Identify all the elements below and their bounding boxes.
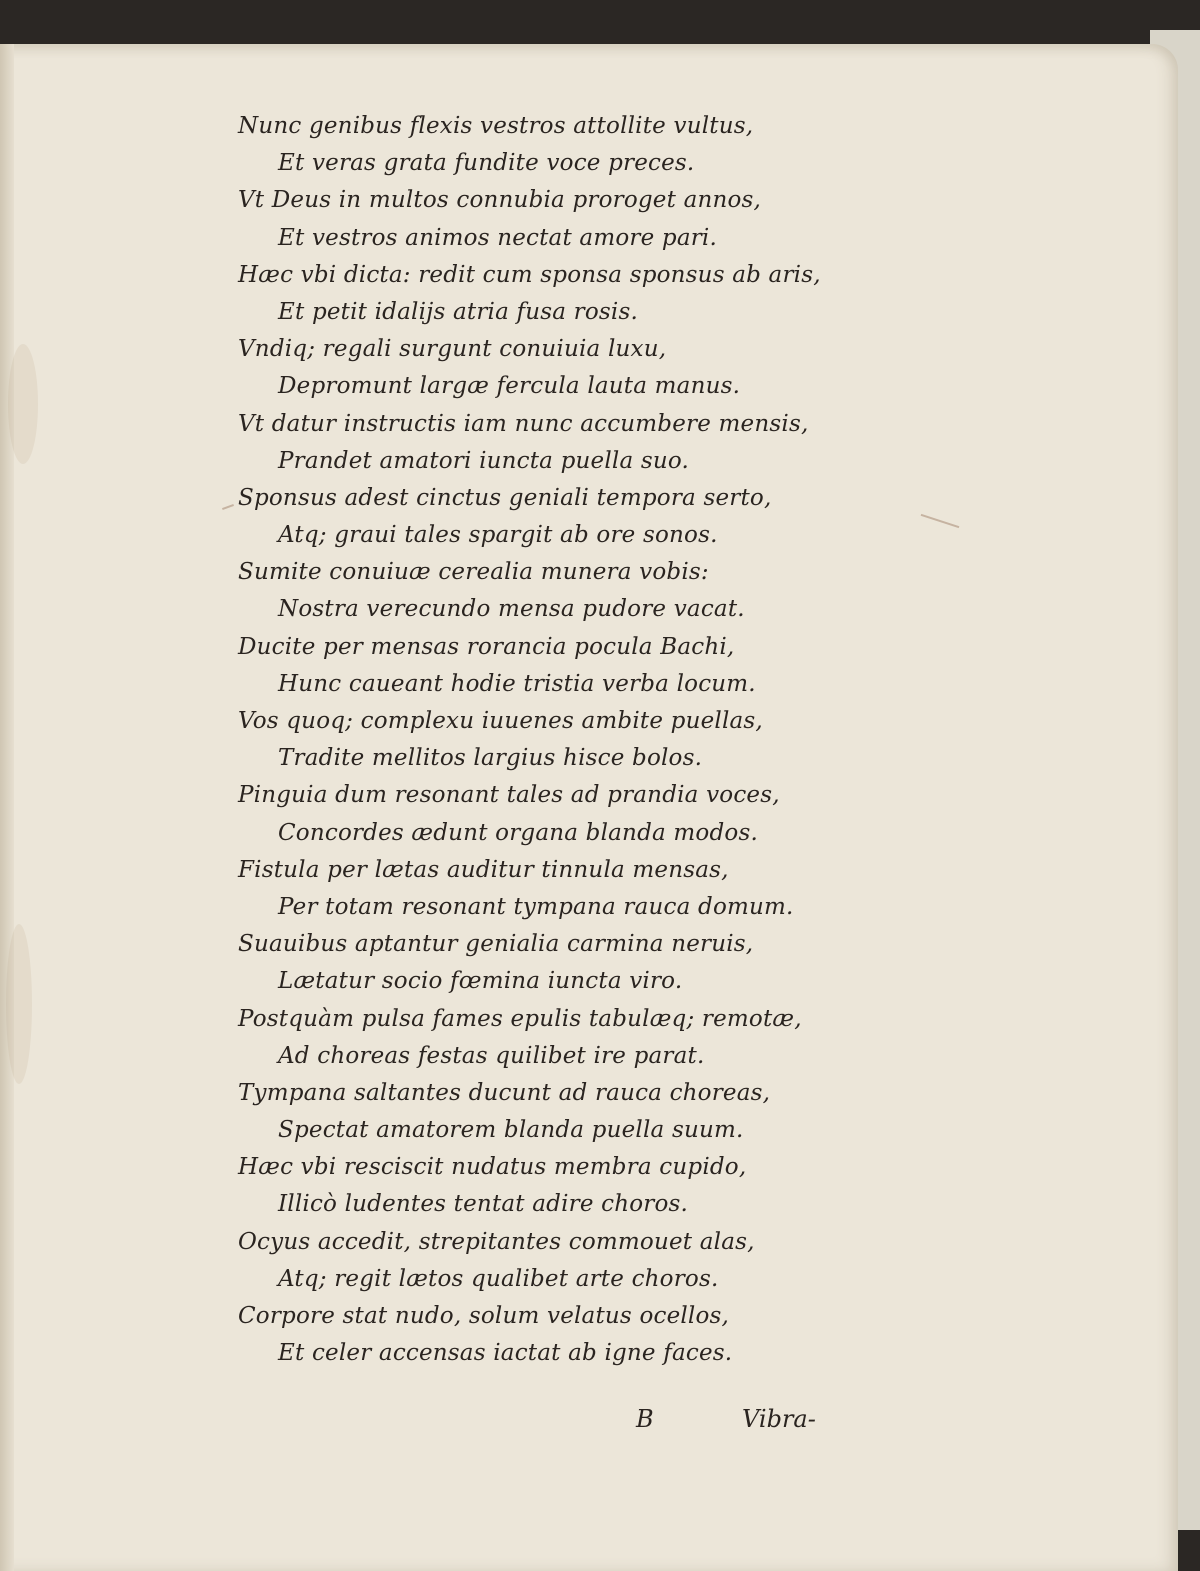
- verse-line: Atq; graui tales spargit ab ore sonos.: [278, 522, 718, 549]
- verse-line: Sponsus adest cinctus geniali tempora serto,: [238, 484, 772, 511]
- verse-line: Nostra verecundo mensa pudore vacat.: [278, 596, 745, 623]
- verse-line: Suauibus aptantur genialia carmina neruis,: [238, 931, 754, 958]
- verse-line: Lætatur socio fœmina iuncta viro.: [278, 968, 683, 995]
- margin-mark: [222, 504, 234, 510]
- verse-line: Vt datur instructis iam nunc accumbere mensis,: [238, 410, 809, 437]
- verse-line: Hæc vbi dicta: redit cum sponsa sponsus ab aris,: [238, 261, 821, 288]
- verse-line: Spectat amatorem blanda puella suum.: [278, 1117, 744, 1144]
- catchword: Vibra-: [742, 1405, 816, 1433]
- verse-line: Per totam resonant tympana rauca domum.: [278, 893, 794, 920]
- verse-line: Et vestros animos nectat amore pari.: [278, 224, 718, 251]
- verse-line: Hæc vbi resciscit nudatus membra cupido,: [238, 1154, 747, 1181]
- verse-line: Hunc caueant hodie tristia verba locum.: [278, 670, 756, 697]
- verse-line: Tradite mellitos largius hisce bolos.: [278, 745, 703, 772]
- verse-line: Corpore stat nudo, solum velatus ocellos,: [238, 1303, 730, 1329]
- signature-mark: B: [636, 1405, 654, 1433]
- verse-line: Ducite per mensas rorancia pocula Bachi,: [238, 633, 735, 660]
- verse-line: Vt Deus in multos connubia proroget annos,: [238, 187, 762, 214]
- poem-text: [238, 108, 858, 1372]
- verse-line: Sumite conuiuæ cerealia munera vobis:: [238, 559, 709, 586]
- verse-line: Nunc genibus flexis vestros attollite vultus,: [238, 113, 754, 139]
- verse-line: Et celer accensas iactat ab igne faces.: [278, 1340, 733, 1367]
- paper-stain: [6, 924, 32, 1084]
- verse-line: Atq; regit lætos qualibet arte choros.: [278, 1265, 719, 1292]
- verse-line: Ocyus accedit, strepitantes commouet alas,: [238, 1228, 755, 1255]
- verse-line: Postquàm pulsa fames epulis tabulæq; remotæ,: [238, 1005, 802, 1032]
- verse-line: Depromunt largæ fercula lauta manus.: [278, 373, 741, 400]
- verse-line: Fistula per lætas auditur tinnula mensas,: [238, 856, 729, 883]
- verse-line: Et petit idalijs atria fusa rosis.: [278, 298, 638, 325]
- verse-line: Concordes ædunt organa blanda modos.: [278, 819, 758, 846]
- margin-mark: [921, 514, 960, 528]
- verse-line: Ad choreas festas quilibet ire parat.: [278, 1042, 705, 1069]
- verse-line: Pinguia dum resonant tales ad prandia voces,: [238, 782, 780, 809]
- verse-line: Illicò ludentes tentat adire choros.: [278, 1191, 689, 1218]
- verse-line: Prandet amatori iuncta puella suo.: [278, 447, 690, 474]
- page-gutter: [0, 44, 14, 1571]
- verse-line: Vndiq; regali surgunt conuiuia luxu,: [238, 336, 667, 363]
- verse-line: Tympana saltantes ducunt ad rauca choreas,: [238, 1079, 771, 1106]
- verse-line: Et veras grata fundite voce preces.: [278, 150, 695, 177]
- verse-line: Vos quoq; complexu iuuenes ambite puellas,: [238, 708, 763, 734]
- page-footer: [0, 1405, 1178, 1445]
- paper-stain: [8, 344, 38, 464]
